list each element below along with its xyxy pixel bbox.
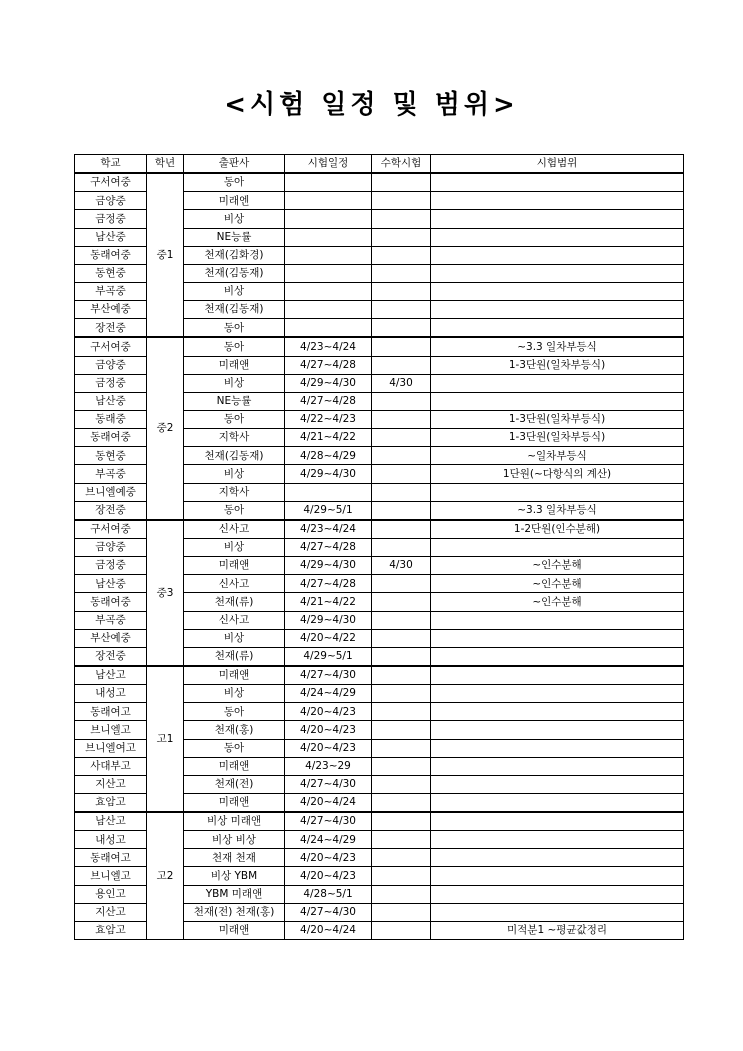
schedule-cell: 4/27~4/28 [285,356,372,374]
math-exam-cell [372,282,431,300]
school-cell: 브니엘고 [75,867,147,885]
exam-range-cell [431,793,684,812]
math-exam-cell [372,921,431,939]
publisher-cell: 천재(김동재) [184,301,285,319]
header-school: 학교 [75,155,147,174]
exam-range-cell [431,885,684,903]
publisher-cell: YBM 미래앤 [184,885,285,903]
exam-range-cell [431,703,684,721]
math-exam-cell [372,703,431,721]
school-cell: 용인고 [75,885,147,903]
math-exam-cell [372,685,431,703]
schedule-cell: 4/20~4/23 [285,721,372,739]
math-exam-cell [372,392,431,410]
exam-range-cell: 1-3단원(일차부등식) [431,356,684,374]
publisher-cell: 동아 [184,501,285,520]
publisher-cell: 비상 [184,538,285,556]
math-exam-cell [372,520,431,539]
school-cell: 브니엘고 [75,721,147,739]
publisher-cell: 천재(전) [184,775,285,793]
math-exam-cell [372,228,431,246]
exam-range-cell: ~인수분해 [431,593,684,611]
exam-range-cell [431,392,684,410]
exam-range-cell [431,246,684,264]
math-exam-cell [372,849,431,867]
schedule-cell [285,301,372,319]
school-cell: 남산중 [75,392,147,410]
school-cell: 남산고 [75,812,147,831]
publisher-cell: 미래앤 [184,666,285,685]
exam-range-cell: ~인수분해 [431,575,684,593]
math-exam-cell [372,867,431,885]
school-cell: 동래여중 [75,246,147,264]
school-cell: 내성고 [75,831,147,849]
schedule-cell: 4/23~4/24 [285,337,372,356]
math-exam-cell [372,739,431,757]
math-exam-cell [372,192,431,210]
math-exam-cell [372,666,431,685]
schedule-cell: 4/21~4/22 [285,593,372,611]
publisher-cell: 동아 [184,173,285,192]
school-cell: 남산중 [75,575,147,593]
exam-range-cell [431,666,684,685]
header-schedule: 시험일정 [285,155,372,174]
math-exam-cell [372,611,431,629]
schedule-cell: 4/24~4/29 [285,685,372,703]
exam-range-cell: 1-3단원(일차부등식) [431,410,684,428]
exam-range-cell: ~일차부등식 [431,447,684,465]
math-exam-cell [372,903,431,921]
math-exam-cell [372,173,431,192]
publisher-cell: 천재 천재 [184,849,285,867]
exam-range-cell [431,903,684,921]
math-exam-cell [372,301,431,319]
table-row [75,666,684,685]
school-cell: 남산중 [75,228,147,246]
exam-range-cell [431,647,684,666]
exam-range-cell [431,210,684,228]
schedule-cell: 4/29~4/30 [285,465,372,483]
math-exam-cell [372,885,431,903]
exam-range-cell: ~3.3 일차부등식 [431,337,684,356]
schedule-cell: 4/22~4/23 [285,410,372,428]
schedule-cell: 4/27~4/30 [285,903,372,921]
math-exam-cell [372,319,431,338]
publisher-cell: 비상 비상 [184,831,285,849]
exam-range-cell [431,849,684,867]
publisher-cell: 미래앤 [184,757,285,775]
math-exam-cell [372,593,431,611]
publisher-cell: 미래앤 [184,921,285,939]
exam-range-cell [431,173,684,192]
exam-range-cell [431,629,684,647]
school-cell: 부곡중 [75,611,147,629]
schedule-cell: 4/20~4/23 [285,739,372,757]
school-cell: 장전중 [75,501,147,520]
schedule-cell: 4/27~4/30 [285,812,372,831]
grade-cell: 중1 [147,173,184,337]
schedule-cell: 4/20~4/23 [285,703,372,721]
exam-range-cell [431,867,684,885]
school-cell: 장전중 [75,319,147,338]
school-cell: 구서여중 [75,173,147,192]
school-cell: 내성고 [75,685,147,703]
math-exam-cell [372,501,431,520]
school-cell: 동래여고 [75,703,147,721]
schedule-cell: 4/27~4/28 [285,538,372,556]
schedule-cell: 4/20~4/23 [285,867,372,885]
publisher-cell: 천재(김동재) [184,264,285,282]
exam-range-cell: 1-2단원(인수분해) [431,520,684,539]
exam-range-cell: 1단원(~다항식의 계산) [431,465,684,483]
publisher-cell: 신사고 [184,575,285,593]
exam-range-cell [431,374,684,392]
page-title: <시험 일정 및 범위> [224,90,519,120]
schedule-cell: 4/20~4/22 [285,629,372,647]
schedule-cell: 4/27~4/28 [285,575,372,593]
math-exam-cell: 4/30 [372,374,431,392]
math-exam-cell [372,538,431,556]
header-grade: 학년 [147,155,184,174]
publisher-cell: 비상 [184,465,285,483]
math-exam-cell [372,356,431,374]
math-exam-cell [372,647,431,666]
school-cell: 효암고 [75,921,147,939]
math-exam-cell [372,410,431,428]
schedule-cell [285,483,372,501]
exam-schedule-table [74,154,684,940]
exam-range-cell [431,739,684,757]
publisher-cell: 천재(전) 천재(홍) [184,903,285,921]
school-cell: 동래여중 [75,593,147,611]
publisher-cell: 천재(류) [184,647,285,666]
publisher-cell: 동아 [184,319,285,338]
school-cell: 금양중 [75,356,147,374]
exam-range-cell [431,483,684,501]
school-cell: 동현중 [75,264,147,282]
publisher-cell: 미래엔 [184,192,285,210]
school-cell: 장전중 [75,647,147,666]
table-body [75,173,684,939]
table-row [75,520,684,539]
exam-range-cell [431,721,684,739]
exam-range-cell [431,301,684,319]
exam-range-cell [431,611,684,629]
schedule-cell: 4/20~4/23 [285,849,372,867]
publisher-cell: 비상 YBM [184,867,285,885]
publisher-cell: 동아 [184,703,285,721]
math-exam-cell [372,447,431,465]
publisher-cell: 천재(류) [184,593,285,611]
publisher-cell: NE능률 [184,228,285,246]
exam-range-cell [431,319,684,338]
schedule-cell: 4/21~4/22 [285,429,372,447]
publisher-cell: 비상 미래앤 [184,812,285,831]
table-row [75,337,684,356]
schedule-cell: 4/29~5/1 [285,647,372,666]
school-cell: 부산예중 [75,301,147,319]
schedule-cell [285,192,372,210]
schedule-cell [285,282,372,300]
math-exam-cell [372,721,431,739]
publisher-cell: 동아 [184,739,285,757]
schedule-cell: 4/29~4/30 [285,557,372,575]
math-exam-cell [372,246,431,264]
schedule-cell [285,246,372,264]
publisher-cell: 미래앤 [184,557,285,575]
math-exam-cell [372,775,431,793]
school-cell: 부곡중 [75,465,147,483]
publisher-cell: 천재(홍) [184,721,285,739]
publisher-cell: 천재(김화경) [184,246,285,264]
publisher-cell: 비상 [184,210,285,228]
school-cell: 효암고 [75,793,147,812]
grade-cell: 중2 [147,337,184,519]
school-cell: 동현중 [75,447,147,465]
school-cell: 금정중 [75,374,147,392]
math-exam-cell [372,483,431,501]
exam-range-cell [431,831,684,849]
school-cell: 부곡중 [75,282,147,300]
table-row [75,173,684,192]
exam-range-cell [431,264,684,282]
school-cell: 지산고 [75,775,147,793]
schedule-cell: 4/23~4/24 [285,520,372,539]
exam-range-cell: 1-3단원(일차부등식) [431,429,684,447]
publisher-cell: 미래앤 [184,793,285,812]
schedule-cell: 4/20~4/24 [285,921,372,939]
school-cell: 동래여고 [75,849,147,867]
schedule-cell [285,173,372,192]
school-cell: 브니엘예중 [75,483,147,501]
schedule-cell [285,319,372,338]
math-exam-cell [372,429,431,447]
schedule-cell [285,264,372,282]
school-cell: 지산고 [75,903,147,921]
exam-range-cell [431,775,684,793]
school-cell: 금양중 [75,538,147,556]
exam-range-cell: ~인수분해 [431,557,684,575]
header-publisher: 출판사 [184,155,285,174]
publisher-cell: 동아 [184,337,285,356]
publisher-cell: 비상 [184,629,285,647]
schedule-cell: 4/27~4/28 [285,392,372,410]
school-cell: 금정중 [75,210,147,228]
exam-range-cell [431,192,684,210]
school-cell: 금양중 [75,192,147,210]
schedule-cell [285,228,372,246]
schedule-cell: 4/29~4/30 [285,611,372,629]
math-exam-cell [372,812,431,831]
school-cell: 남산고 [75,666,147,685]
publisher-cell: 천재(김동재) [184,447,285,465]
grade-cell: 중3 [147,520,184,666]
exam-range-cell [431,282,684,300]
math-exam-cell [372,793,431,812]
school-cell: 금정중 [75,557,147,575]
publisher-cell: 지학사 [184,429,285,447]
exam-range-cell: ~3.3 일차부등식 [431,501,684,520]
grade-cell: 고1 [147,666,184,812]
school-cell: 브니엘여고 [75,739,147,757]
header-row [75,155,684,174]
math-exam-cell [372,629,431,647]
publisher-cell: 비상 [184,374,285,392]
exam-range-cell: 미적분1 ~평균값정리 [431,921,684,939]
math-exam-cell [372,337,431,356]
table-row [75,812,684,831]
schedule-cell: 4/29~5/1 [285,501,372,520]
exam-range-cell [431,812,684,831]
school-cell: 동래중 [75,410,147,428]
school-cell: 구서여중 [75,337,147,356]
school-cell: 구서여중 [75,520,147,539]
publisher-cell: 동아 [184,410,285,428]
grade-cell: 고2 [147,812,184,939]
schedule-cell: 4/24~4/29 [285,831,372,849]
school-cell: 사대부고 [75,757,147,775]
publisher-cell: 비상 [184,685,285,703]
math-exam-cell [372,210,431,228]
schedule-cell: 4/23~29 [285,757,372,775]
math-exam-cell [372,575,431,593]
publisher-cell: 미래앤 [184,356,285,374]
schedule-cell: 4/27~4/30 [285,775,372,793]
school-cell: 부산예중 [75,629,147,647]
exam-range-cell [431,538,684,556]
schedule-cell: 4/28~5/1 [285,885,372,903]
math-exam-cell [372,831,431,849]
schedule-cell: 4/29~4/30 [285,374,372,392]
math-exam-cell [372,264,431,282]
math-exam-cell [372,757,431,775]
math-exam-cell [372,465,431,483]
schedule-cell: 4/20~4/24 [285,793,372,812]
publisher-cell: NE능률 [184,392,285,410]
school-cell: 동래여중 [75,429,147,447]
publisher-cell: 비상 [184,282,285,300]
publisher-cell: 신사고 [184,520,285,539]
publisher-cell: 신사고 [184,611,285,629]
header-exam-range: 시험범위 [431,155,684,174]
schedule-cell [285,210,372,228]
math-exam-cell: 4/30 [372,557,431,575]
exam-range-cell [431,757,684,775]
exam-range-cell [431,228,684,246]
header-math-exam: 수학시험 [372,155,431,174]
schedule-cell: 4/28~4/29 [285,447,372,465]
schedule-cell: 4/27~4/30 [285,666,372,685]
publisher-cell: 지학사 [184,483,285,501]
exam-range-cell [431,685,684,703]
